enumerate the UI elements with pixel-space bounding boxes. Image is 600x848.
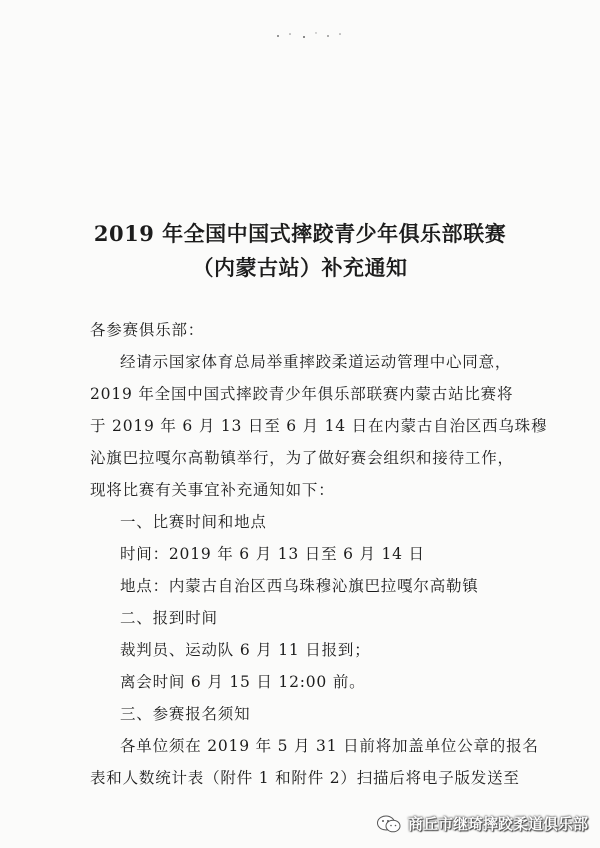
watermark-text: 商丘市继琦摔跤柔道俱乐部 [407, 815, 588, 833]
scan-specks [270, 28, 350, 42]
notice-title-line2: （内蒙古站）补充通知 [192, 255, 408, 280]
section3-line2: 表和人数统计表（附件 1 和附件 2）扫描后将电子版发送至 [90, 769, 520, 787]
section3-line1: 各单位须在 2019 年 5 月 31 日前将加盖单位公章的报名 [120, 737, 539, 755]
section2-heading: 二、报到时间 [120, 609, 218, 627]
body-line: 经请示国家体育总局举重摔跤柔道运动管理中心同意， [120, 353, 512, 371]
section3-heading: 三、参赛报名须知 [120, 705, 251, 723]
body-line: 沁旗巴拉嘎尔高勒镇举行，为了做好赛会组织和接待工作， [90, 449, 514, 467]
section2-line1: 裁判员、运动队 6 月 11 日报到； [120, 641, 371, 659]
body-line: 于 2019 年 6 月 13 日至 6 月 14 日在内蒙古自治区西乌珠穆 [90, 417, 548, 435]
salutation: 各参赛俱乐部： [90, 321, 205, 339]
body-line: 现将比赛有关事宜补充通知如下： [90, 481, 335, 499]
section2-line2: 离会时间 6 月 15 日 12:00 前。 [120, 673, 366, 691]
section1-time: 时间：2019 年 6 月 13 日至 6 月 14 日 [120, 545, 425, 563]
section1-place: 地点：内蒙古自治区西乌珠穆沁旗巴拉嘎尔高勒镇 [120, 577, 479, 595]
notice-title-line1: 2019 年全国中国式摔跤青少年俱乐部联赛 [93, 221, 507, 246]
section1-heading: 一、比赛时间和地点 [120, 513, 267, 531]
wechat-icon [376, 814, 402, 834]
body-line: 2019 年全国中国式摔跤青少年俱乐部联赛内蒙古站比赛将 [90, 385, 514, 403]
wechat-watermark [376, 813, 588, 834]
